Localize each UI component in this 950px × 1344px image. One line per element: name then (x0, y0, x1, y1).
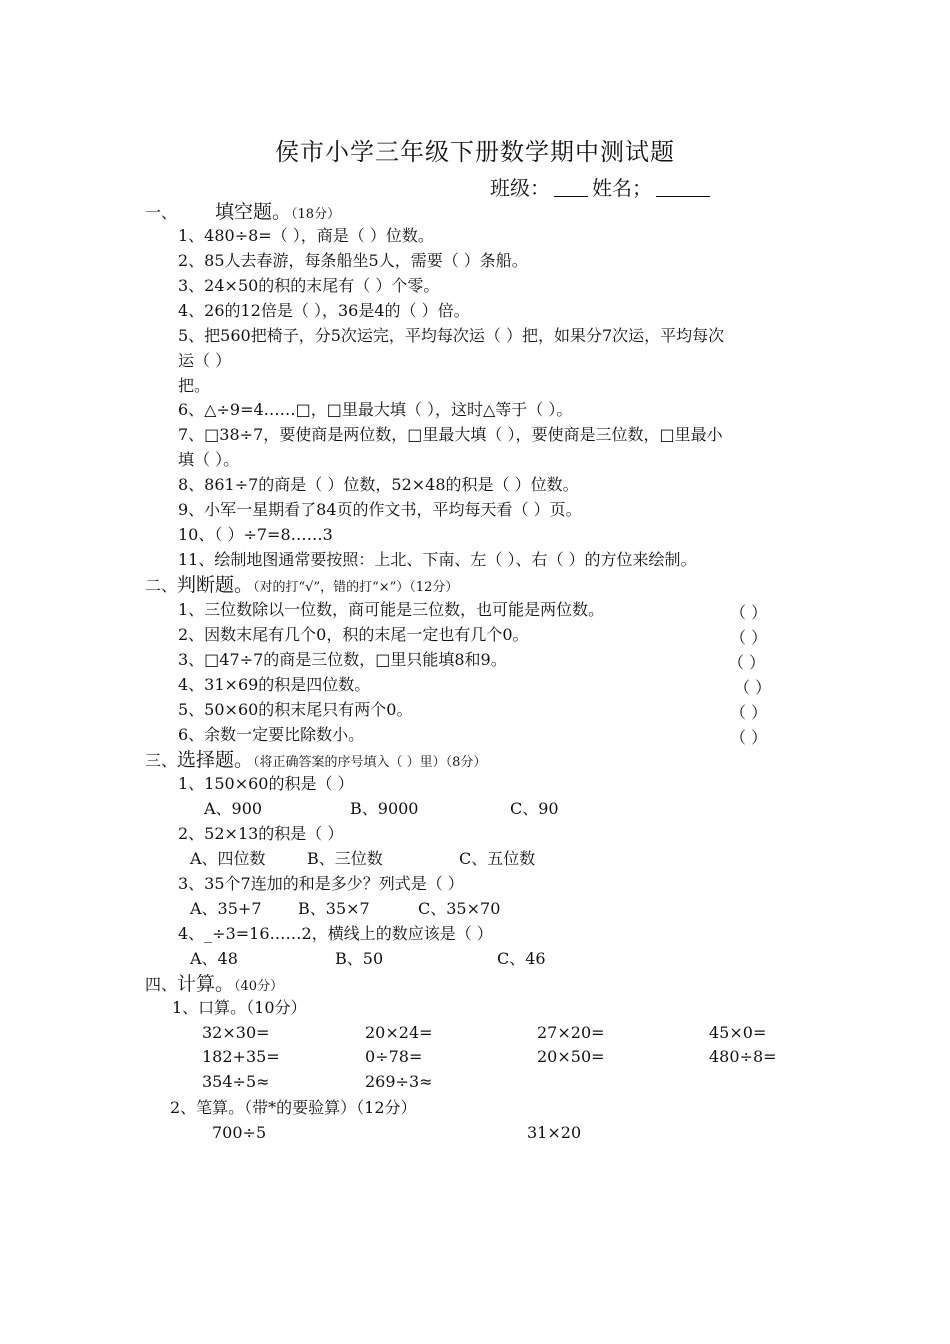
s1-item-2: 2、85人去春游，每条船坐5人，需要（ ）条船。 (178, 251, 528, 270)
s3-question-1: 1、150×60的积是（ ） (178, 774, 354, 793)
section-4-number: 四、 (145, 975, 178, 994)
s1-item-3: 3、24×50的积的末尾有（ ）个零。 (178, 276, 440, 295)
section-2-number: 二、 (145, 576, 178, 595)
s2-answer-6[interactable]: （ ） (730, 728, 768, 747)
s2-answer-1[interactable]: （ ） (730, 603, 768, 622)
class-blank[interactable] (554, 178, 588, 197)
section-1-note: （18分） (291, 207, 341, 222)
section-3-name: 选择题。 (177, 749, 254, 771)
section-4-heading (145, 974, 283, 997)
section-3-heading (145, 750, 486, 773)
s2-item-5: 5、50×60的积末尾只有两个0。 (178, 700, 413, 719)
oral-item-7: 20×50= (537, 1047, 605, 1066)
s1-item-5-cont: 运（ ） (178, 351, 232, 370)
s2-answer-4[interactable]: （ ） (734, 678, 772, 697)
s1-item-4: 4、26的12倍是（ ），36是4的（ ）倍。 (178, 301, 470, 320)
s2-item-6: 6、余数一定要比除数小。 (178, 725, 365, 744)
oral-item-9: 354÷5≈ (202, 1072, 270, 1091)
section-4-name: 计算。 (177, 973, 235, 995)
oral-item-1: 32×30= (202, 1023, 270, 1042)
s1-item-6: 6、△÷9=4……□，□里最大填（ ），这时△等于（ ）。 (178, 400, 573, 419)
s3-q3-option-c: C、35×70 (418, 899, 501, 918)
s3-q1-option-c: C、90 (510, 799, 559, 818)
s3-question-3: 3、35个7连加的和是多少？列式是（ ） (178, 874, 464, 893)
s2-answer-2[interactable]: （ ） (730, 628, 768, 647)
section-3-number: 三、 (145, 751, 178, 770)
s2-answer-3[interactable]: （ ） (728, 653, 766, 672)
s1-item-11: 11、绘制地图通常要按照：上北、下南、左（ ）、右（ ）的方位来绘制。 (178, 550, 697, 569)
written-item-2: 31×20 (527, 1123, 582, 1142)
oral-item-3: 27×20= (537, 1023, 605, 1042)
oral-item-8: 480÷8= (709, 1047, 777, 1066)
section-1-heading (145, 202, 340, 225)
section-3-note: （将正确答案的序号填入（ ）里）（8分） (253, 755, 487, 770)
s3-question-2: 2、52×13的积是（ ） (178, 824, 344, 843)
section-4-note: （40分） (234, 979, 284, 994)
section-2-heading (145, 575, 458, 598)
s3-q1-option-b: B、9000 (350, 799, 419, 818)
s1-item-7-cont: 填（ ）。 (178, 450, 240, 469)
s3-q1-option-a: A、900 (204, 799, 263, 818)
student-info-line (490, 172, 714, 201)
oral-item-10: 269÷3≈ (365, 1072, 433, 1091)
section-1-name: 填空题。 (215, 201, 292, 223)
s3-q2-option-a: A、四位数 (190, 849, 266, 868)
class-label: 班级： (490, 176, 550, 200)
s3-q2-option-c: C、五位数 (459, 849, 536, 868)
s2-item-2: 2、因数末尾有几个0，积的末尾一定也有几个0。 (178, 625, 529, 644)
s1-item-5-end: 把。 (178, 376, 211, 395)
s2-answer-5[interactable]: （ ） (730, 703, 768, 722)
oral-item-6: 0÷78= (365, 1047, 423, 1066)
s1-item-10: 10、（ ）÷7=8……3 (178, 525, 333, 544)
s1-item-9: 9、小军一星期看了84页的作文书，平均每天看（ ）页。 (178, 500, 582, 519)
section-1-number: 一、 (145, 203, 178, 222)
s3-q4-option-a: A、48 (190, 949, 238, 968)
oral-item-2: 20×24= (365, 1023, 433, 1042)
s2-item-3: 3、□47÷7的商是三位数，□里只能填8和9。 (178, 650, 507, 669)
s4-written-heading: 2、笔算。（带*的要验算）（12分） (170, 1098, 417, 1117)
s1-item-5: 5、把560把椅子，分5次运完，平均每次运（ ）把，如果分7次运，平均每次 (178, 326, 725, 345)
s3-question-4: 4、_÷3=16……2，横线上的数应该是（ ） (178, 924, 493, 943)
name-blank[interactable] (656, 178, 710, 197)
s3-q4-option-b: B、50 (335, 949, 384, 968)
oral-item-5: 182+35= (202, 1047, 280, 1066)
s3-q3-option-b: B、35×7 (298, 899, 370, 918)
name-label: 姓名； (592, 176, 652, 200)
s3-q4-option-c: C、46 (497, 949, 546, 968)
s2-item-4: 4、31×69的积是四位数。 (178, 675, 371, 694)
s4-oral-heading: 1、口算。（10分） (172, 998, 307, 1017)
s2-item-1: 1、三位数除以一位数，商可能是三位数，也可能是两位数。 (178, 600, 605, 619)
oral-item-4: 45×0= (709, 1023, 767, 1042)
s3-q2-option-b: B、三位数 (307, 849, 383, 868)
section-2-name: 判断题。 (177, 574, 254, 596)
s1-item-7: 7、□38÷7，要使商是两位数，□里最大填（ ），要使商是三位数，□里最小 (178, 425, 723, 444)
s1-item-8: 8、861÷7的商是（ ）位数，52×48的积是（ ）位数。 (178, 475, 579, 494)
s1-item-1: 1、480÷8=（ ），商是（ ）位数。 (178, 226, 434, 245)
section-2-note: （对的打“√”，错的打“×”）（12分） (253, 580, 459, 595)
s3-q3-option-a: A、35+7 (190, 899, 262, 918)
page-title: 侯市小学三年级下册数学期中测试题 (275, 138, 675, 166)
written-item-1: 700÷5 (212, 1123, 267, 1142)
